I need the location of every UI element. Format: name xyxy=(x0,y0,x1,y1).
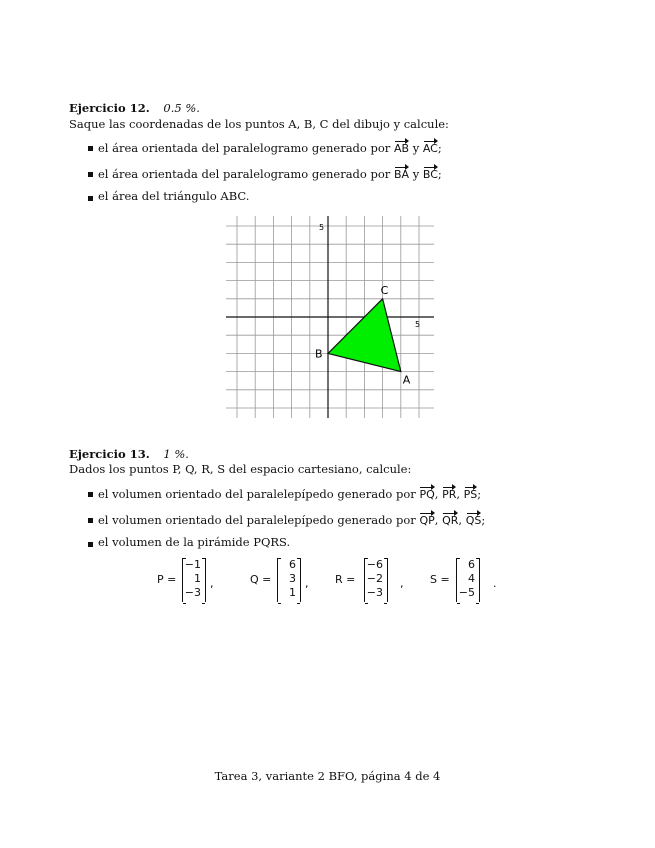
bullet-icon xyxy=(88,172,93,177)
vector-qp: QP xyxy=(419,514,435,527)
exercise-12-item-1: el área orientada del paralelogramo generado por AB y AC; xyxy=(98,141,442,155)
exercise-12-weight: 0.5 %. xyxy=(163,101,200,115)
vector-ab: AB xyxy=(393,142,410,155)
vector-bc: BC xyxy=(422,168,438,181)
point-c-label: C xyxy=(380,283,389,297)
exercise-12-heading xyxy=(69,101,200,115)
exercise-12-title: Ejercicio 12. xyxy=(69,101,150,115)
point-r-vector: −6 −2 −3 xyxy=(364,558,388,602)
page-footer: Tarea 3, variante 2 BFO, página 4 de 4 xyxy=(214,769,441,783)
point-q-vector: 6 3 1 xyxy=(277,558,301,602)
vector-pq: PQ xyxy=(419,488,435,501)
exercise-12-intro: Saque las coordenadas de los puntos A, B, C del dibujo y calcule: xyxy=(69,117,449,131)
bullet-icon xyxy=(88,196,93,201)
exercise-13-weight: 1 %. xyxy=(163,447,189,461)
point-b-label: B xyxy=(315,347,323,361)
point-a-label: A xyxy=(402,373,411,387)
exercise-13-item-2: el volumen orientado del paralelepípedo generado por QP, QR, QS; xyxy=(98,513,486,527)
exercise-13-heading xyxy=(69,447,189,461)
exercise-13-intro: Dados los puntos P, Q, R, S del espacio cartesiano, calcule: xyxy=(69,462,412,476)
bullet-icon xyxy=(88,492,93,497)
exercise-13-item-1: el volumen orientado del paralelepípedo generado por PQ, PR, PS; xyxy=(98,487,482,501)
exercise-12-item-3: el área del triángulo ABC. xyxy=(98,189,250,203)
vector-pr: PR xyxy=(442,488,457,501)
point-p-vector: −1 1 −3 xyxy=(182,558,206,602)
exercise-12-item-2: el área orientada del paralelogramo generado por BA y BC; xyxy=(98,167,442,181)
coordinate-grid-figure xyxy=(220,212,440,422)
y-tick-label: 5 xyxy=(319,223,325,232)
vector-ba: BA xyxy=(393,168,410,181)
bullet-icon xyxy=(88,542,93,547)
bullet-icon xyxy=(88,518,93,523)
bullet-icon xyxy=(88,146,93,151)
vector-qs: QS xyxy=(465,514,482,527)
vector-ps: PS xyxy=(463,488,478,501)
exercise-13-title: Ejercicio 13. xyxy=(69,447,150,461)
exercise-13-item-3: el volumen de la pirámide PQRS. xyxy=(98,535,291,549)
point-s-vector: 6 4 −5 xyxy=(456,558,480,602)
x-tick-label: 5 xyxy=(415,320,421,329)
vector-qr: QR xyxy=(442,514,459,527)
vector-ac: AC xyxy=(422,142,438,155)
